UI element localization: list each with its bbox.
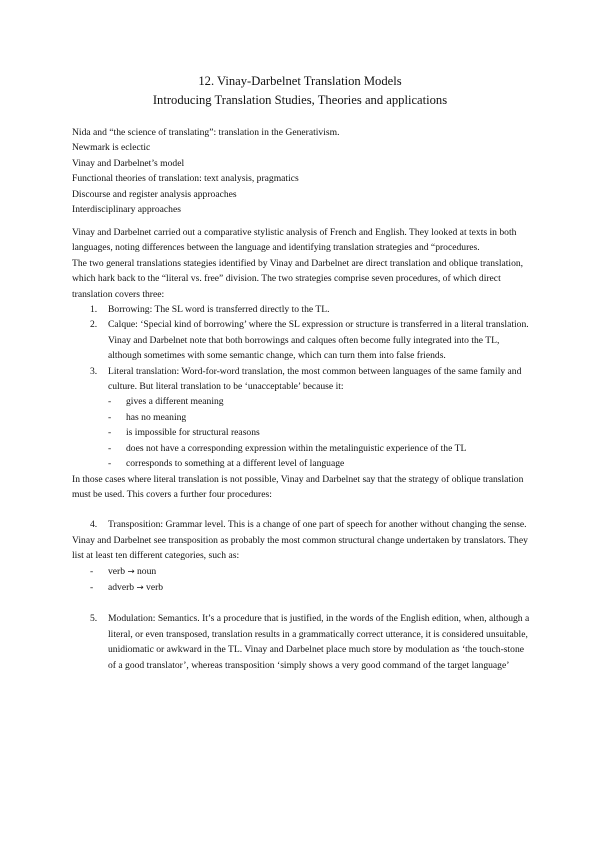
dash-bullet: - [90,565,94,577]
procedure-item [72,317,532,363]
procedure-text: Literal translation: Word-for-word translation, the most common between languages of the same family and culture. But literal translation to be ‘unacceptable’ because it: [108,365,522,393]
procedure-number: 3. [90,365,98,377]
topic-item: Vinay and Darbelnet’s model [72,157,185,169]
topic-list [72,125,532,217]
intro-paragraph: Vinay and Darbelnet carried out a comparative stylistic analysis of French and English. They looked at texts in both languages, noting differences between the language and identifying translation strategies and “procedures. [72,227,517,254]
topic-item: Functional theories of translation: text analysis, pragmatics [72,173,299,185]
dash-bullet: - [108,427,112,439]
procedure-item [72,517,532,532]
spacer [72,502,532,517]
reason-item: - is impossible for structural reasons [72,425,532,440]
procedure-item [72,364,532,395]
transposition-paragraph: Vinay and Darbelnet see transposition as probably the most common structural change undertaken by translators. They list at least ten different categories, such as: [72,534,528,562]
topic-item: Discourse and register analysis approaches [72,188,237,200]
document-title: 12. Vinay-Darbelnet Translation Models [198,74,402,88]
procedure-number: 1. [90,304,98,316]
procedure-text: Modulation: Semantics. It’s a procedure that is justified, in the words of the English edition, when, although a literal, or even transposed, translation results in a grammatically correct utterance, it is considered unsuitable, unidiomatic or awkward in the TL. Vinay and Darbelnet place much store by modulation as ‘the touch-stone of a good translator’, whereas transposition ‘simply shows a very good command of the target language’ [108,613,530,671]
example-item: - verb → noun [72,564,532,580]
direct-procedures-list [72,302,532,394]
document-subtitle: Introducing Translation Studies, Theories and applications [152,93,448,107]
transposition-list [72,517,532,532]
modulation-list [72,611,532,673]
procedure-number: 4. [90,519,98,531]
procedure-text: Borrowing: The SL word is transferred directly to the TL. [108,304,330,316]
spacer [72,596,532,611]
arrow-right-icon: → [127,566,135,577]
procedure-item [72,611,532,673]
dash-bullet: - [108,442,112,454]
transposition-examples [72,564,532,597]
dash-bullet: - [108,458,112,470]
dash-bullet: - [108,411,112,423]
dash-bullet: - [90,581,94,593]
procedure-number: 2. [90,319,98,331]
procedure-number: 5. [90,613,98,625]
literal-reasons-list [72,394,532,471]
main-content [72,225,532,673]
reason-item: - gives a different meaning [72,394,532,409]
topic-item: Nida and “the science of translating”: translation in the Generativism. [72,127,340,138]
reason-item: - has no meaning [72,410,532,425]
reason-item: - does not have a corresponding expression within the metalinguistic experience of the TL [72,441,532,456]
procedure-text: Transposition: Grammar level. This is a change of one part of speech for another without changing the sense. [108,519,527,531]
example-item: - adverb → verb [72,580,532,596]
topic-item: Newmark is eclectic [72,142,151,154]
topic-item: Interdisciplinary approaches [72,204,181,216]
dash-bullet: - [108,396,112,408]
procedure-item [72,302,532,317]
oblique-paragraph: In those cases where literal translation is not possible, Vinay and Darbelnet say that the strategy of oblique translation must be used. This covers a further four procedures: [72,473,524,500]
arrow-right-icon: → [136,582,144,593]
reason-item: - corresponds to something at a different level of language [72,456,532,471]
procedure-text: Calque: ‘Special kind of borrowing’ where the SL expression or structure is transferred in a literal translation. Vinay and Darbelnet note that both borrowings and calques often become fully integrated into the TL, although sometimes with some semantic change, which can turn them into false friends. [108,319,529,362]
strategies-paragraph: The two general translations stategies identified by Vinay and Darbelnet are direct translation and oblique translation, which hark back to the “literal vs. free” division. The two strategies comprise seven procedures, of which direct translation covers three: [72,257,524,300]
